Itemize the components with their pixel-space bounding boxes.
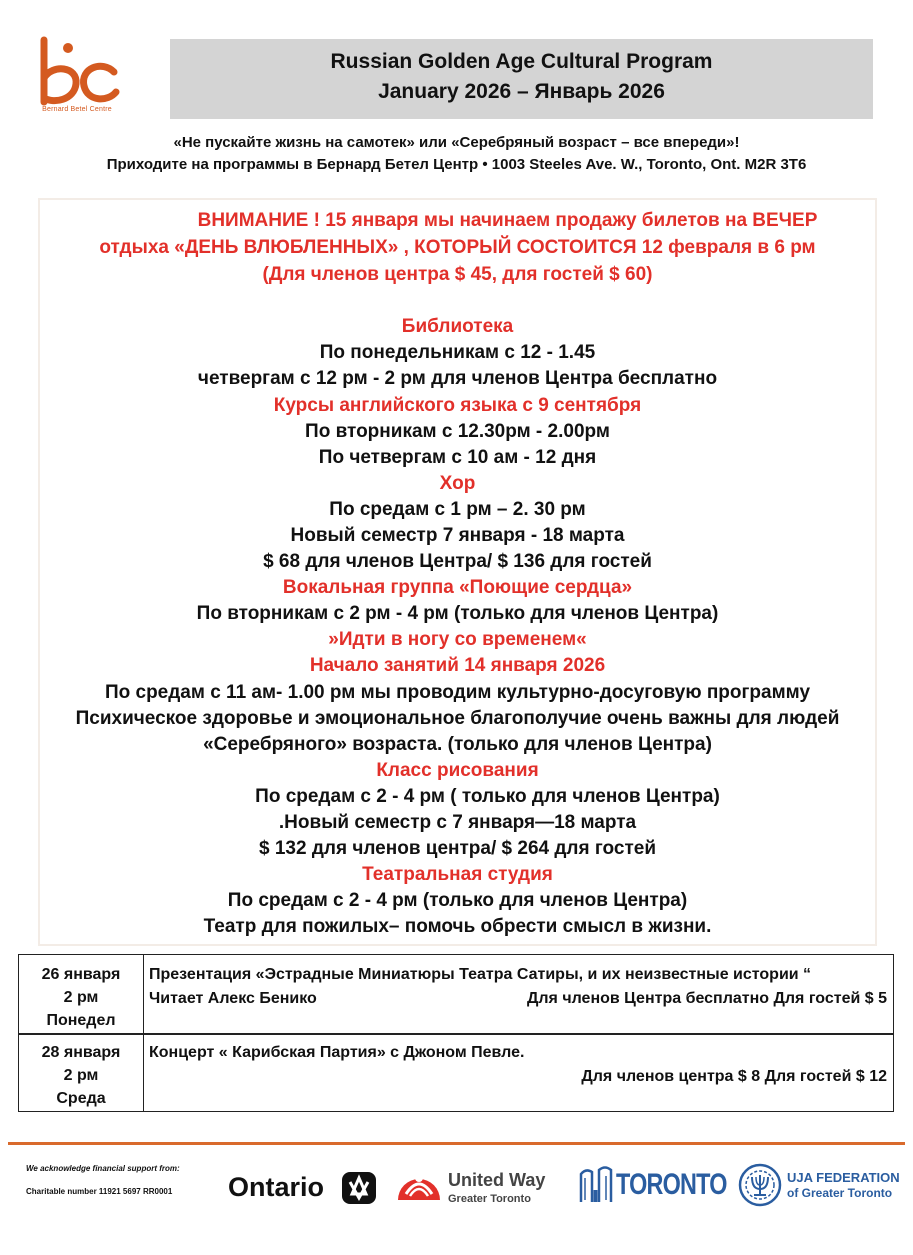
address-line: Приходите на программы в Бернард Бетел Центр • 1003 Steeles Ave. W., Toronto, Ont. M2R 3T6 xyxy=(106,156,807,173)
schedule-line: По вторникам с 2 рм - 4 рм (только для членов Центра) xyxy=(196,603,719,624)
event-description xyxy=(149,1041,887,1089)
schedule-line: четвергам с 12 рм - 2 рм для членов Центра бесплатно xyxy=(197,368,718,389)
ontario-trillium-icon xyxy=(340,1170,378,1206)
united-way-hand-icon xyxy=(394,1160,444,1206)
section-title-times: »Идти в ногу со временем« xyxy=(328,629,587,650)
event-description xyxy=(149,963,887,1011)
event-time: 2 рм xyxy=(63,1067,99,1084)
section-title-library: Библиотека xyxy=(401,316,514,337)
schedule-line: По средам с 2 - 4 рм (только для членов Центра) xyxy=(227,890,688,911)
announcement-line: отдыха «ДЕНЬ ВЛЮБЛЕННЫХ» , КОТОРЫЙ СОСТОИТСЯ 12 февраля в 6 рм xyxy=(99,237,816,258)
event-date-cell xyxy=(19,1041,143,1110)
section-title-english: Курсы английского языка с 9 сентября xyxy=(273,395,642,416)
section-title-choir: Хор xyxy=(439,473,476,494)
price-line: $ 132 для членов центра/ $ 264 для гостей xyxy=(259,838,656,859)
event-title: Презентация «Эстрадные Миниатюры Театра Сатиры, и их неизвестные истории “ xyxy=(149,966,812,983)
event-price: Для членов центра $ 8 Для гостей $ 12 xyxy=(581,1068,887,1085)
uja-federation-name: UJA FEDERATION xyxy=(787,1170,900,1185)
schedule-line: По понедельникам с 12 - 1.45 xyxy=(319,342,596,363)
event-price: Для членов Центра бесплатно Для гостей $ 5 xyxy=(526,990,887,1007)
event-date: 26 января xyxy=(41,966,121,983)
price-line: $ 68 для членов Центра/ $ 136 для гостей xyxy=(263,551,652,572)
schedule-line: По вторникам с 12.30рм - 2.00рм xyxy=(305,421,610,442)
event-presenter: Читает Алекс Бенико xyxy=(149,990,317,1007)
event-day: Понедел xyxy=(46,1012,116,1029)
schedule-line: По средам с 1 рм – 2. 30 рм xyxy=(329,499,586,520)
event-date-cell xyxy=(19,963,143,1032)
event-date: 28 января xyxy=(41,1044,121,1061)
event-details xyxy=(149,1065,887,1089)
description-line: Психическое здоровье и эмоциональное благополучие очень важны для людей xyxy=(75,708,840,729)
start-date-line: Начало занятий 14 января 2026 xyxy=(309,655,606,676)
table-row xyxy=(19,1035,893,1111)
tagline: «Не пускайте жизнь на самотек» или «Серебряный возраст – все впереди»! xyxy=(173,134,740,151)
uja-menorah-icon xyxy=(738,1163,782,1207)
program-date: January 2026 – Январь 2026 xyxy=(378,80,665,103)
title-banner xyxy=(170,39,873,119)
uja-federation-region: of Greater Toronto xyxy=(787,1186,893,1200)
events-table xyxy=(18,954,894,1112)
announcement-line: ВНИМАНИЕ ! 15 января мы начинаем продажу билетов на ВЕЧЕР xyxy=(197,210,818,231)
section-title-drawing: Класс рисования xyxy=(376,760,539,781)
schedule-line: Новый семестр 7 января - 18 марта xyxy=(290,525,625,546)
schedule-line: По средам с 11 ам- 1.00 рм мы проводим культурно-досуговую программу xyxy=(104,682,811,703)
logo-caption: Bernard Betel Centre xyxy=(42,106,112,113)
toronto-logo-text: TORONTO xyxy=(616,1168,727,1201)
announcement-line: (Для членов центра $ 45, для гостей $ 60) xyxy=(262,264,653,285)
ontario-logo-text: Ontario xyxy=(228,1172,325,1202)
acknowledgement-text: We acknowledge financial support from: xyxy=(26,1164,180,1173)
table-row xyxy=(19,955,893,1033)
event-title: Концерт « Карибская Партия» с Джоном Певле. xyxy=(149,1044,525,1061)
toronto-city-hall-icon xyxy=(578,1166,614,1204)
event-details xyxy=(149,987,887,1011)
section-title-vocal: Вокальная группа «Поющие сердца» xyxy=(282,577,633,598)
description-line: «Серебряного» возраста. (только для членов Центра) xyxy=(203,734,712,755)
event-day: Среда xyxy=(56,1090,106,1107)
schedule-line: По средам с 2 - 4 рм ( только для членов Центра) xyxy=(255,786,720,807)
footer-divider xyxy=(8,1142,905,1145)
schedule-line: По четвергам с 10 ам - 12 дня xyxy=(318,447,597,468)
program-title: Russian Golden Age Cultural Program xyxy=(330,50,713,73)
section-title-theatre: Театральная студия xyxy=(362,864,553,885)
united-way-name: United Way xyxy=(448,1170,546,1190)
united-way-region: Greater Toronto xyxy=(448,1193,531,1205)
description-line: Театр для пожилых– помочь обрести смысл в жизни. xyxy=(203,916,712,937)
schedule-line: .Новый семестр с 7 января—18 марта xyxy=(278,812,637,833)
event-time: 2 рм xyxy=(63,989,99,1006)
charitable-number: Charitable number 11921 5697 RR0001 xyxy=(26,1187,173,1196)
